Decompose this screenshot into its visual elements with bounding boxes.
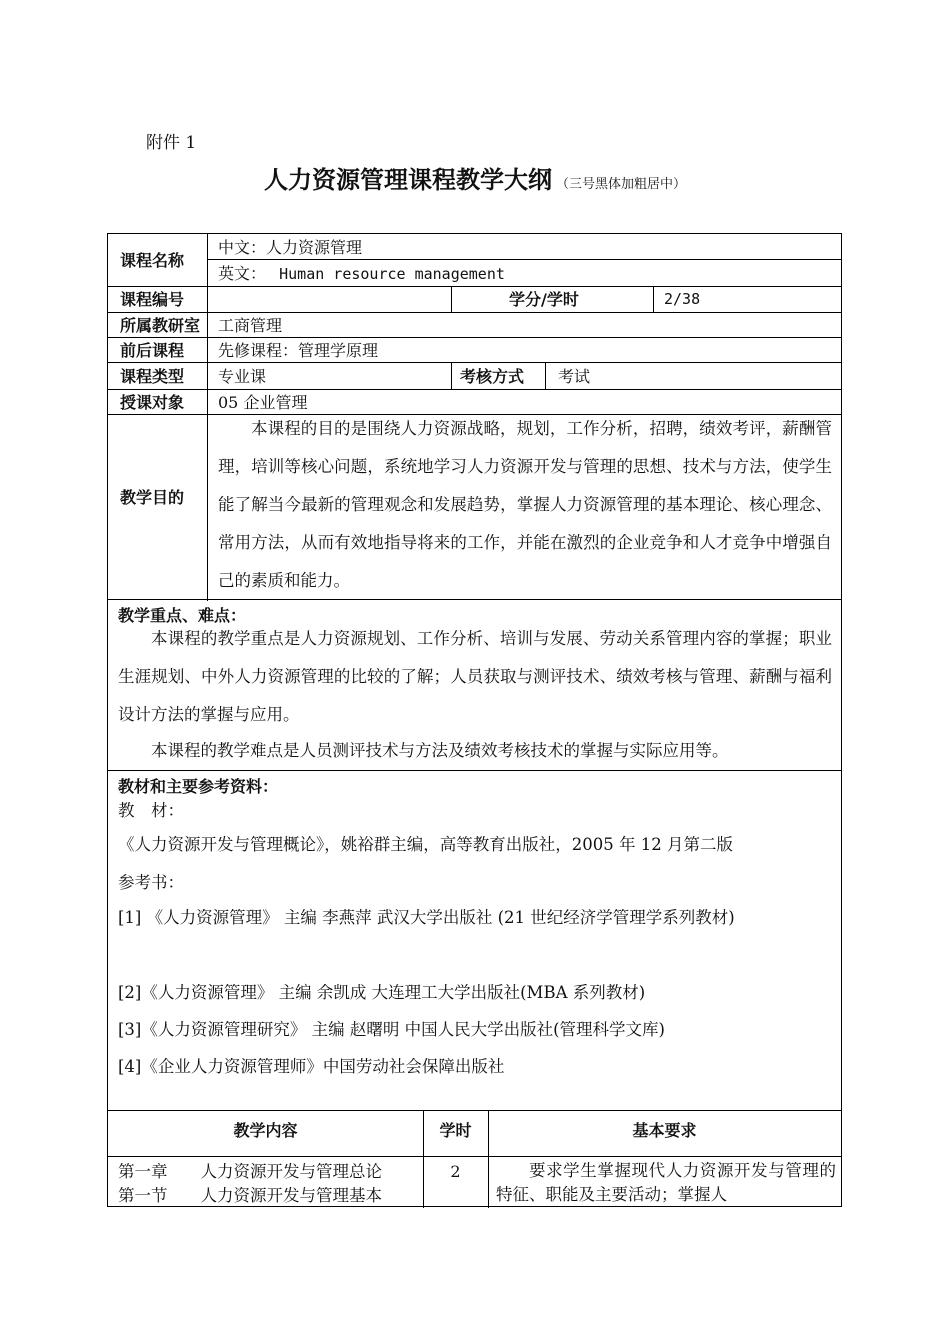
key-points-section [107, 599, 842, 771]
credit-value: 2/38 [664, 290, 701, 308]
textbook-label: 教 材： [118, 801, 184, 820]
course-code-label: 课程编号 [120, 290, 185, 309]
header-requirements: 基本要求 [632, 1121, 697, 1140]
row-requirement: 要求学生掌握现代人力资源开发与管理的特征、职能及主要活动；掌握人 [496, 1161, 836, 1204]
prereq-label: 前后课程 [120, 341, 185, 360]
course-type-value: 专业课 [218, 367, 267, 386]
key-points-label: 教学重点、难点： [118, 606, 247, 625]
objective-section [107, 414, 842, 600]
audience-label: 授课对象 [120, 393, 185, 412]
dept-label: 所属教研室 [120, 316, 201, 335]
prereq-value: 先修课程：管理学原理 [218, 341, 379, 360]
section-title: 第一节 人力资源开发与管理基本 [118, 1186, 382, 1205]
course-type-label: 课程类型 [120, 367, 185, 386]
header-content: 教学内容 [233, 1121, 298, 1140]
objective-text: 本课程的目的是围绕人力资源战略，规划，工作分析，招聘，绩效考评，薪酬管理，培训等核心问题，系统地学习人力资源开发与管理的思想、技术与方法，使学生能了解当今最新的管理观念和发展趋势，掌握人力资源管理的基本理论、核心理念、常用方法，从而有效地指导将来的工作，并能在激烈的企业竞争和人才竞争中增强自己的素质和能力。 [218, 419, 832, 590]
schedule-table [107, 1110, 842, 1207]
audience-value: 05 企业管理 [218, 393, 308, 412]
credit-label: 学分/学时 [509, 290, 579, 309]
reference-item-1: [1] 《人力资源管理》 主编 李燕萍 武汉大学出版社 (21 世纪经济学管理学系列教材) [118, 908, 735, 927]
row-hours: 2 [450, 1162, 461, 1181]
title-format-note: （三号黑体加粗居中） [555, 177, 686, 192]
title-main: 人力资源管理课程教学大纲 [263, 166, 552, 194]
key-points-para1: 本课程的教学重点是人力资源规划、工作分析、培训与发展、劳动关系管理内容的掌握；职业生涯规划、中外人力资源管理的比较的了解；人员获取与测评技术、绩效考核与管理、薪酬与福利设计方法的掌握与应用。 [118, 629, 832, 724]
materials-section [107, 770, 842, 1111]
exam-value: 考试 [558, 367, 591, 386]
materials-label: 教材和主要参考资料： [118, 777, 279, 796]
dept-value: 工商管理 [218, 316, 283, 335]
attachment-label: 附件 1 [146, 133, 197, 153]
course-name-en-prefix: 英文： [218, 264, 267, 283]
reference-item-4: [4]《企业人力资源管理师》中国劳动社会保障出版社 [118, 1057, 505, 1076]
header-hours: 学时 [439, 1121, 472, 1140]
document-title [0, 160, 950, 195]
refs-label: 参考书： [118, 873, 184, 892]
course-name-en-row [218, 261, 505, 287]
course-info-table [107, 233, 842, 415]
key-points-para2: 本课程的教学难点是人员测评技术与方法及绩效考核技术的掌握与实际应用等。 [151, 741, 729, 760]
exam-label: 考核方式 [460, 367, 525, 386]
reference-item-2: [2]《人力资源管理》 主编 余凯成 大连理工大学出版社(MBA 系列教材) [118, 983, 646, 1002]
reference-item-3: [3]《人力资源管理研究》 主编 赵曙明 中国人民大学出版社(管理科学文库) [118, 1020, 665, 1039]
course-name-en: Human resource management [279, 265, 505, 283]
textbook-entry: 《人力资源开发与管理概论》，姚裕群主编，高等教育出版社，2005 年 12 月第二版 [118, 835, 733, 854]
chapter-title: 第一章 人力资源开发与管理总论 [118, 1162, 382, 1181]
objective-label: 教学目的 [120, 488, 185, 507]
course-name-cn: 中文：人力资源管理 [218, 238, 363, 257]
course-name-label: 课程名称 [120, 251, 185, 270]
